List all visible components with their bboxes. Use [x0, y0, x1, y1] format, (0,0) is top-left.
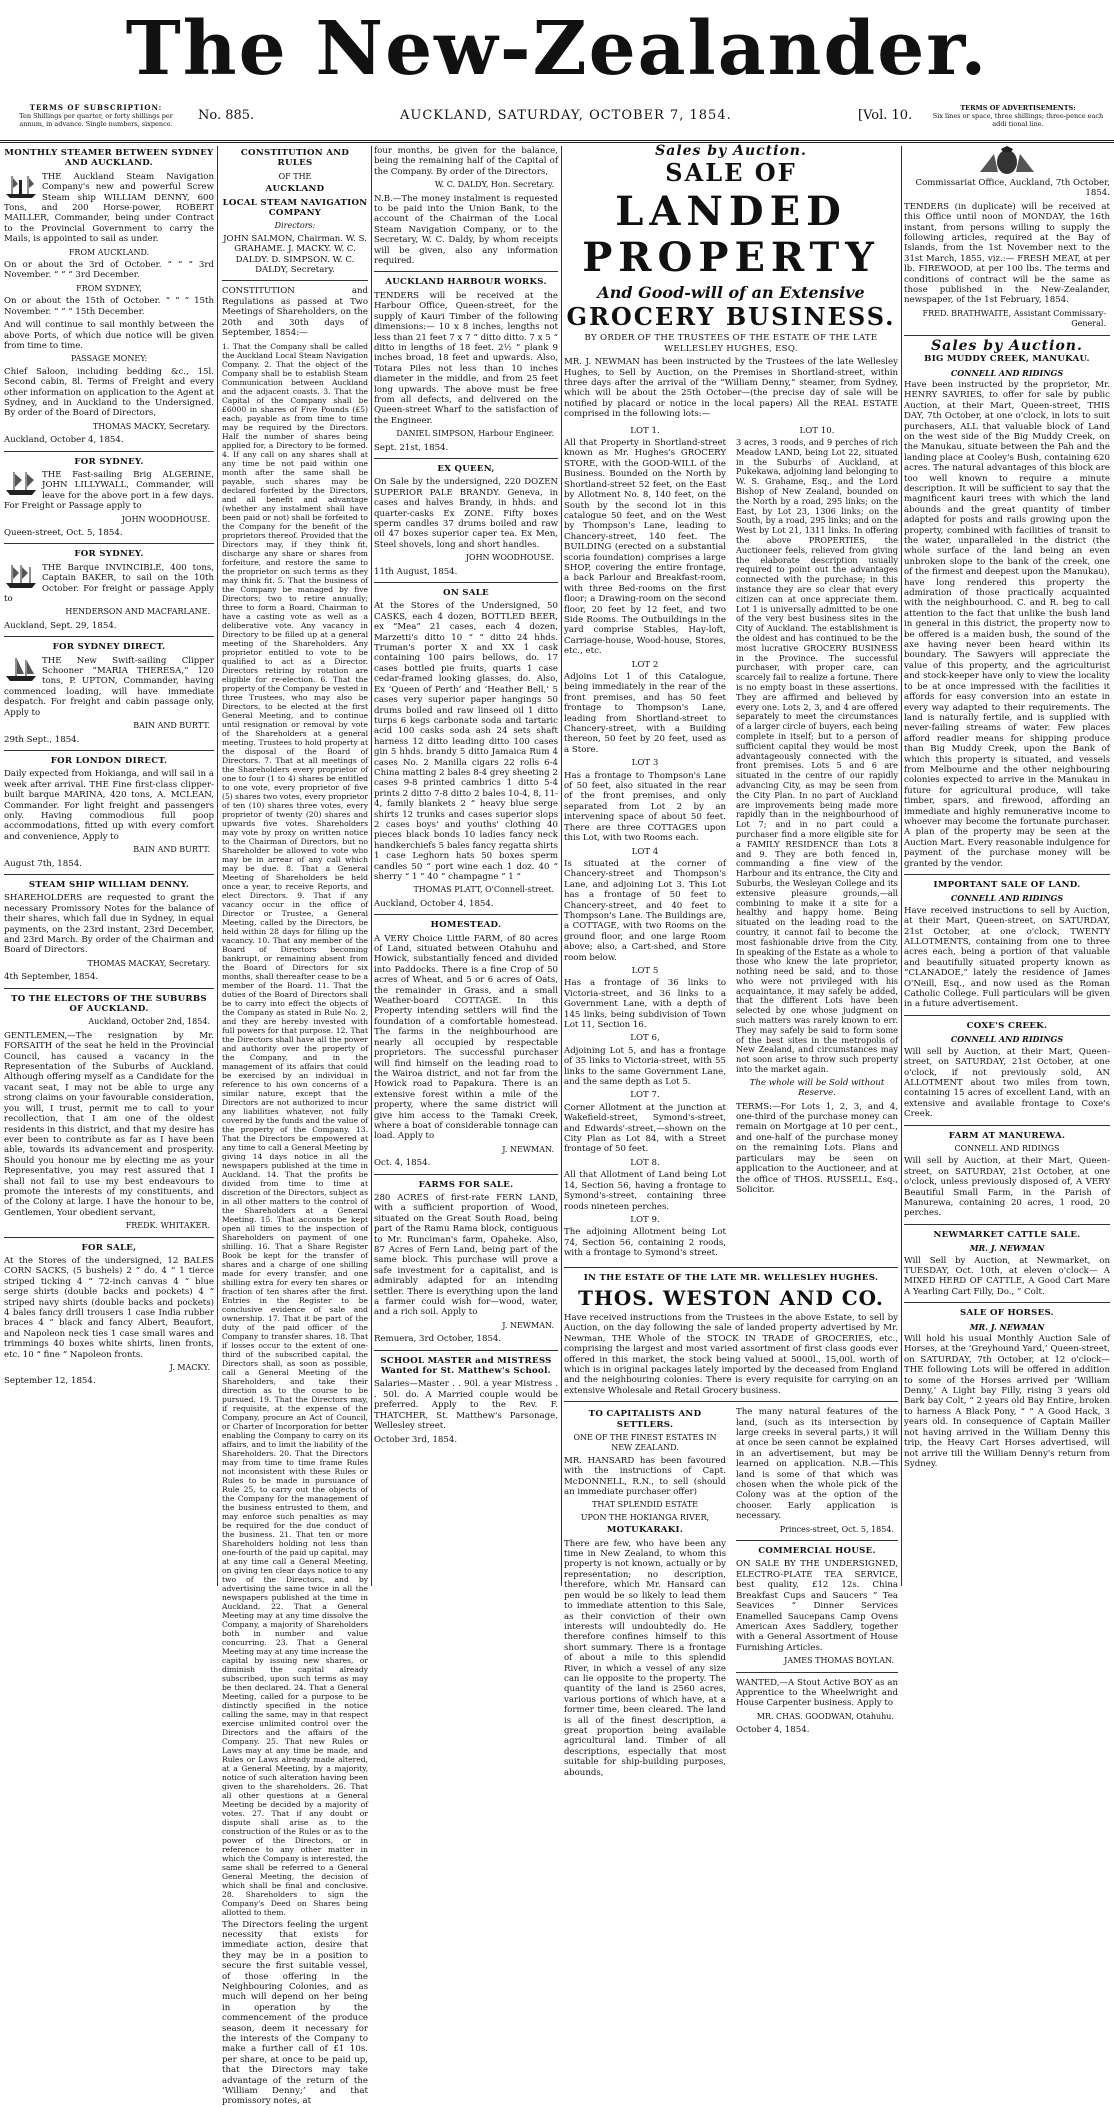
column-1: [4, 146, 214, 1586]
constitution-heading: CONSTITUTION AND RULES: [240, 148, 350, 169]
constitution-nb: N.B.—The money instalment is requested to be paid into the Union Bank, to the account of the Chairman of the Local Steam Navigation Company, or to the Secretary, W. C. Daldy, by whom receipts will be given, also any information required.: [374, 193, 558, 267]
sydney-dates: On or about the 15th of October. “ “ “ 15th November. “ “ “ 15th December.: [4, 296, 214, 317]
for-sydney-signature: JOHN WOODHOUSE.: [121, 514, 210, 524]
tenders-body: TENDERS (in duplicate) will be received at this Office until noon of MONDAY, the 16th instant, from persons willing to supply the following articles, required at the Bay of Islands, from the 1st November next to the 31st March, 1855, viz.:— FRESH MEAT, at per lb. FIREWOOD, at per 100 lbs. The terms and conditions of contract will be the same as those published in the New-Zealander, newspaper, of the 1st February, 1854.: [904, 201, 1110, 306]
column-4: [564, 143, 898, 1778]
ex-queen-heading: EX QUEEN,: [437, 463, 495, 474]
important-sale-auctioneer: CONNELL AND RIDINGS: [950, 893, 1064, 904]
divider: [222, 280, 368, 281]
homestead-heading: HOMESTEAD.: [430, 920, 502, 931]
london-direct-date: August 7th, 1854.: [4, 858, 82, 869]
coxes-creek-auctioneer: CONNELL AND RIDINGS: [950, 1034, 1064, 1045]
for-sale-body: At the Stores of the undersigned, 12 BALES CORN SACKS, (5 bushels) 2 “ do. 4 “ 1 tierce striped ticking 4 “ 72-inch canvas 4 “ blue serge shirts (double backs and pockets) 4 “ striped navy shirts (double backs and pockets) 4 bales fancy drill trousers 1 case India rubber braces 4 “ black and fancy Albert, Beaufort, and Napoleon neck ties 1 case small wares and trimmings 40 boxes white shirts, linen fronts, etc. 10 “ fine “ Napoleon fronts.: [4, 1255, 214, 1360]
wanted-signature: MR. CHAS. GOODWAN, Otahuhu.: [756, 1711, 894, 1721]
harbour-works-date: Sept. 21st, 1854.: [374, 442, 449, 453]
on-sale-heading: ON SALE: [443, 588, 489, 599]
trustees-heading: BY ORDER OF THE TRUSTEES OF THE ESTATE OF THE LATE WELLESLEY HUGHES, ESQ.: [584, 333, 878, 354]
masthead: [0, 0, 1114, 98]
sales-by-auction-heading-2: Sales by Auction.: [931, 337, 1083, 354]
capitalists-body-2: There are few, who have been any time in New Zealand, to whom this property is not known, actually or by representation; no description, therefore, which Mr. Hansard can pen would be so likely to lead them to immediate attention to this Sale, as their conviction of their own interests will undoubtedly do. He therefore confines himself to this short summary. There is a frontage of about a mile to this splendid River, in which a vessel of any size can lie opposite to the property. The quantity of the land is 2560 acres, various portions of which have, at a former time, been cleared. The land is all of the finest description, a great proportion being available agricultural land. Timber of all descriptions, especially that most suitable for ship-building purposes, abounds,: [564, 1538, 726, 1778]
column-rule: [901, 146, 902, 1586]
divider: [736, 1672, 898, 1673]
weston-heading: THOS. WESTON AND CO.: [578, 1285, 884, 1310]
on-sale-body: At the Stores of the Undersigned, 50 CASKS, each 4 dozen, BOTTLED BEER, ex “Mea” 21 cases, each 4 dozen, Marzetti's ditto 10 “ “ ditto 24 hhds. Truman's porter X and XX 1 cask containing 100 pairs bellows, do. 17 cases bottled pie fruits, quarts 1 case cedar-framed looking glasses, do. Also, Ex ‘Queen of Perth’ and ‘Heather Bell,’ 5 cases very superior paper hangings 50 drums boiled and raw linseed oil 1 ditto turps 6 kegs carbonate soda and tartaric acid 100 casks soda ash 24 sets shaft harness 12 ditto leading ditto 100 cases gin 5 hhds. brandy 5 ditto Jamaica Rum 4 cases No. 2 Manilla cigars 22 rolls 6-4 China matting 2 bales 8-4 grey sheeting 2 cases 9-8 printed cambrics 1 ditto 5-4 prints 2 ditto 7-8 ditto 2 bales 10-4, 8, 11-4, family blankets 2 “ heavy blue serge shirts 12 trunks and cases superior slops 2 cases boys' and youths' clothing 40 pieces black bonds 10 ladies fancy neck handkerchiefs 5 bales fancy regatta shirts 1 case Leghorn hats 50 boxes sperm candles 50 “ port wine each 1 doz. 40 “ sherry “ 1 “ 40 “ champagne “ 1 “: [374, 601, 558, 882]
divider: [4, 636, 214, 637]
lot-8-heading: LOT 8.: [630, 1157, 660, 1168]
column-rule: [371, 146, 372, 1586]
divider: [564, 1267, 898, 1268]
lot-9-body: The adjoining Allotment being Lot 74, Section 56, containing 2 roods, with a frontage to Symond's street.: [564, 1227, 726, 1259]
steamer-body: THE Auckland Steam Navigation Company's new and powerful Screw Steam ship WILLIAM DENNY, 600 Tons, and 200 Horse-power, ROBERT MAILLER, Commander, being under Contract to the Provincial Government to carry the Mails, is appointed to sail as under.: [4, 171, 214, 245]
divider: [374, 582, 558, 583]
coxes-creek-body: Will sell by Auction, at their Mart, Queen-street, on SATURDAY, 21st October, at one o'clock, if not previously sold, AN ALLOTMENT about two miles from town, containing 15 acres of excellent Land, with an extensive and available frontage to Coxe's Creek.: [904, 1046, 1110, 1120]
wanted-date: October 4, 1854.: [736, 1725, 810, 1736]
passage-money-heading: PASSAGE MONEY:: [70, 354, 148, 364]
homestead-body: A VERY Choice Little FARM, of 80 acres of Land, situated between Otahuhu and Howick, substantially fenced and divided into Paddocks. There is a fine Crop of 50 acres of Wheat, and 5 or 6 acres of Oats, the remainder in Grass, and a small Weather-board COTTAGE. In this Property intending settlers will find the foundation of a comfortable homestead. The farms in the neighbourhood are nearly all occupied by respectable proprietors. The successful purchaser will find himself on the leading road to the Wairoa district, and not far from the Howick road to Papakura. There is an extensive forest within a mile of the property, where the same district will give him access to the Tamaki Creek, where a boat of considerable tonnage can load. Apply to: [374, 933, 558, 1142]
column-rule: [217, 146, 218, 1586]
divider: [374, 271, 558, 272]
capitalists-body-1: MR. HANSARD has been favoured with the instructions of Capt. McDONNELL, R.N., to sell (should an immediate purchaser offer): [564, 1455, 726, 1498]
column-5: [904, 146, 1110, 1586]
divider: [736, 1540, 898, 1541]
electors-date: Auckland, October 2nd, 1854.: [88, 1017, 210, 1027]
important-sale-body: Have received instructions to sell by Auction, at their Mart, Queen-street, on SATURDAY, 21st October, at one o'clock, TWENTY ALLOTMENTS, containing from one to three acres each, being a portion of that valuable and beautifully situated property known as “CLANADOE,” lately the residence of James O'Neill, Esq., and now used as the Roman Catholic College. Full particulars will be given in a future advertisement.: [904, 905, 1110, 1010]
harbour-works-signature: DANIEL SIMPSON, Harbour Engineer.: [396, 429, 554, 439]
divider: [904, 1125, 1110, 1126]
lot-4-heading: LOT 4: [631, 846, 659, 857]
school-date: October 3rd, 1854.: [374, 1434, 458, 1445]
sales-by-auction-heading: Sales by Auction.: [655, 143, 807, 159]
electors-body: GENTLEMEN,—The resignation by Mr. FORSAITH of the seat he held in the Provincial Council, has caused a vacancy in the Representation of the Suburbs of Auckland. Although offering myself as a Candidate for the vacant seat, I may not be able to urge any strong claims on your favourable consideration, you will, I trust, permit me to call to your recollection, that I am one of the oldest residents in this district, and that my desire has ever been to contribute as far as I have been able, towards its advancement and prosperity. Should you honour me by electing me as your Representative, you may rest assured that I shall not fail to use my best endeavours to promote the interests of my constituents, and of the Colony at large. I have the honour to be, Gentlemen, Your obedient servant,: [4, 1030, 214, 1218]
capitalists-body-3: The many natural features of the land, (such as its intersection by large creeks in several parts,) it will at once be seen cannot be explained in an advertisement, but may be learned on application. N.B.—This land is some of that which was chosen when the whole pick of the Colony was at the option of the chooser. Early application is necessary.: [736, 1407, 898, 1522]
manurewa-body: Will sell by Auction, at their Mart, Queen-street, on SATURDAY, 21st October, at one o'clock, unless previously disposed of, A VERY Beautiful Small Farm, in the Parish of Manurewa, containing 20 acres, 1 rood, 20 perches.: [904, 1156, 1110, 1219]
homestead-date: Oct. 4, 1854.: [374, 1158, 431, 1169]
lots-left: [564, 423, 726, 1262]
harbour-works-heading: AUCKLAND HARBOUR WORKS.: [385, 277, 547, 288]
divider: [904, 335, 1110, 336]
coxes-creek-heading: COXE'S CREEK.: [966, 1020, 1048, 1031]
lot-2-body: Adjoins Lot 1 of this Catalogue, being immediately in the rear of the front premises, and has 50 feet frontage to Thompson's Lane, leading from Shortland-street to Chancery-street, with a Building thereon, 50 feet by 20 feet, used as a Store.: [564, 672, 726, 755]
farms-date: Remuera, 3rd October, 1854.: [374, 1334, 502, 1345]
passage-date: Auckland, October 4, 1854.: [4, 435, 124, 446]
big-muddy-body: Have been instructed by the proprietor, Mr. HENRY SAVRIES, to offer for sale by public Auction, at their Mart, Queen-street, THIS DAY, 7th October, at one o'clock, in lots to suit purchasers, ALL that valuable block of Land on the west side of the Big Muddy Creek, on the Manukau, situate between the Pah and the landing place at Cooley's Bush, containing 620 acres. The natural advantages of this block are too well known to require a minute description. It will be sufficient to say that the magnificent kauri trees with which the land abounds and the great quantity of timber adapted for posts and rails growing upon the property, combined with facilities of transit to the water, unparalleled in the district (the whole surface of the land being an even unbroken slope to the bank of the creek, one of the firmest and deepest upon the Manukau), have long rendered this property the admiration of those practically acquainted with the neighbourhood. C. and R. beg to call attention to the fact that unlike the bush land in general in this district, the property now to be offered is a maiden bush, the sound of the axe having never been heard within its boundary. The Sawyers will appreciate the value of this property, and the agriculturist and stock-keeper have only to view the locality to be at once impressed with the facilities it affords for easy conversion into an estate in every way adapted to their requirements. The land is naturally fertile, and is supplied with never-failing streams of water. Few places afford readier means for shipping produce than Big Muddy Creek, upon the Bank of which this property is situated, and vessels from Melbourne and the other neighbouring colonies expected to arrive in the Manukau in future for agricultural produce, will take timber, spars, and firewood, affording an immediate and highly remunerative income to whoever may become the fortunate purchaser. A plan of the property may be seen at the Auction Mart. Every reasonable indulgence for payment of the purchase money will be granted by the vendor.: [904, 379, 1110, 869]
sydney-direct-body: THE New Swift-sailing Clipper Schooner “MARIA THERESA,” 120 tons, P. UPTON, Commander, having commenced loading, will have immediate despatch. For freight and cabin passage only, Apply to: [4, 655, 214, 718]
sydney-direct-date: 29th Sept., 1854.: [4, 734, 80, 745]
sydney-direct-heading: FOR SYDNEY DIRECT.: [52, 642, 166, 653]
commercial-house-heading: COMMERCIAL HOUSE.: [758, 1546, 876, 1557]
on-sale-signature: THOMAS PLATT, O'Connell-street.: [413, 885, 554, 895]
constitution-signature: W. C. DALDY, Hon. Secretary.: [434, 180, 554, 190]
steam-ship-date: 4th September, 1854.: [4, 972, 99, 983]
divider: [374, 458, 558, 459]
schooner-icon: [4, 656, 38, 684]
column-rule: [561, 146, 562, 1586]
passage-money-body: Chief Saloon, including bedding &c., 15l. Second cabin, 8l. Terms of Freight and every other information on application to the Agent at Sydney, and in Auckland to the Undersigned. By order of the Board of Directors,: [4, 366, 214, 419]
weston-body: Have received instructions from the Trustees in the above Estate, to sell by Auction, on the day following the sale of landed property advertised by Mr. Newman, THE Whole of the STOCK IN TRADE of GROCERIES, etc., comprising the largest and most varied assortment of first class goods ever offered in this market, the stock being valued at 5000l., 15,00l. worth of which is in original packages lately imported by the deceased from England and the neighbouring colonies. There is every requisite for carrying on an extensive Wholesale and Retail Grocery business.: [564, 1312, 898, 1396]
constitution-closing: The Directors feeling the urgent necessity that exists for immediate action, desire that they may be in a position to secure the first suitable vessel, of those offering in the Neighbouring Colonies, and as much will depend on her being in operation by the commencement of the produce season, deem it necessary for the interests of the Company to make a further call of £1 10s. per share, at once to be paid up, that the Directors may take advantage of the return of the ‘William Denny;’ and that promissory notes, at: [222, 1919, 368, 2107]
for-sale-heading: FOR SALE,: [81, 1242, 137, 1253]
commercial-column: [736, 1407, 898, 1781]
london-direct-heading: FOR LONDON DIRECT.: [50, 755, 168, 766]
divider: [904, 1302, 1110, 1303]
divider: [4, 874, 214, 875]
commercial-house-body: ON SALE BY THE UNDERSIGNED, ELECTRO-PLATE TEA SERVICE, best quality, £12 12s. China Breakfast Cups and Saucers “ Tea Seavices “ Dinner Services Enamelled Saucepans Camp Ovens American Axes Saddlery, together with a General Assortment of House Furnishing Articles.: [736, 1559, 898, 1653]
divider: [564, 1401, 898, 1402]
advertisement-terms: [928, 104, 1108, 128]
london-direct-signature: BAIN AND BURTT.: [133, 845, 210, 855]
directors-heading: Directors:: [274, 221, 316, 231]
sale-of-heading: SALE OF: [665, 158, 797, 188]
cattle-sale-heading: NEWMARKET CATTLE SALE.: [933, 1229, 1081, 1240]
for-sale-signature: J. MACKY.: [169, 1363, 210, 1373]
column-2: [222, 146, 369, 2107]
horses-sale-auctioneer: MR. J. NEWMAN: [969, 1321, 1045, 1332]
company-name: LOCAL STEAM NAVIGATION COMPANY: [222, 197, 368, 219]
subscription-terms-text: Ten Shillings per quarter, or forty shillings per annum, in advance. Single numbers, sixpence.: [19, 112, 173, 128]
auckland-dates: On or about the 3rd of October. “ “ “ 3rd November. “ “ “ 3rd December.: [4, 260, 214, 281]
for-sydney-body: THE Fast-sailing Brig ALGERINE, JOHN LILLYWALL, Commander, will leave for the above port in a few days. For Freight or Passage apply to: [4, 469, 214, 512]
lot-2-heading: LOT 2: [631, 659, 659, 670]
constitution-continued: four months, be given for the balance, being the remaining half of the Capital of the Company. By order of the Directors,: [374, 146, 558, 177]
hokianga-river-text: UPON THE HOKIANGA RIVER,: [580, 1512, 710, 1522]
auckland-heading: AUCKLAND: [265, 184, 325, 195]
school-body: Salaries—Master . . 90l. a year Mistress . . 50l. do. A Married couple would be preferred. Apply to the Rev. F. THATCHER, St. Matthew's Parsonage, Wellesley street.: [374, 1379, 558, 1432]
lot-9-heading: LOT 9.: [630, 1214, 660, 1225]
for-sydney-date: Queen-street, Oct. 5, 1854.: [4, 528, 123, 538]
steamship-icon: [4, 172, 38, 200]
passage-signature: THOMAS MACKY, Secretary.: [92, 421, 210, 431]
for-sydney-2-heading: FOR SYDNEY.: [74, 549, 144, 560]
steam-ship-heading: STEAM SHIP WILLIAM DENNY.: [28, 879, 190, 890]
lots-right: [736, 423, 898, 1262]
lot-6-heading: LOT 6,: [630, 1033, 660, 1044]
from-sydney-heading: FROM SYDNEY,: [76, 283, 142, 293]
terms-text: TERMS:—For Lots 1, 2, 3, and 4, one-third of the purchase money can remain on Mortgage at 10 per cent., and one-half of the purchase money on the remaining Lots. Plans and particulars may be seen on application to the Auctioneer, and at the office of THOS. RUSSELL, Esq., Solicitor.: [736, 1101, 898, 1195]
school-heading: SCHOOL MASTER and MISTRESS Wanted for St. Matthew's School.: [380, 1355, 552, 1377]
manurewa-auctioneer: CONNELL AND RIDINGS: [954, 1143, 1060, 1153]
cattle-sale-body: Will Sell by Auction, at Newmarket, on TUESDAY, Oct. 10th, at eleven o'clock— A MIXED HERD OF CATTLE, A Good Cart Mare A Yearling Cart Filly, Do., “ Colt.: [904, 1255, 1110, 1297]
divider: [904, 874, 1110, 875]
divider: [374, 914, 558, 915]
farms-body: 280 ACRES of first-rate FERN LAND, with a sufficient proportion of Wood, situated on the Great South Road, being part of the Ramu Rama block, contiguous to Mr. Runciman's farm, Opaheke. Also, 87 Acres of Fern Land, being part of the same block. This purchase will prove a safe investment for a capitalist, and is admirably adapted for an intending settler. There is everything upon the land a farmer could wish for—wood, water, and a rich soil. Apply to: [374, 1192, 558, 1318]
constitution-intro: CONSTITUTION and Regulations as passed at Two Meetings of Shareholders, on the 20th and 30th days of September, 1854:—: [222, 286, 368, 339]
lot-7-heading: LOT 7.: [630, 1090, 660, 1101]
for-sydney-2-date: Auckland, Sept. 29, 1854.: [4, 620, 117, 631]
landed-property-heading: LANDED PROPERTY: [582, 188, 880, 282]
splendid-estate-text: THAT SPLENDID ESTATE: [592, 1500, 698, 1510]
manurewa-heading: FARM AT MANUREWA.: [948, 1130, 1066, 1141]
lot-3-body: Has a frontage to Thompson's Lane of 50 feet, also situated in the rear of the front premises, and only separated from Lot 2 by an intervening space of about 50 feet. There are three COTTAGES upon this Lot, with two Rooms each.: [564, 770, 726, 844]
ex-queen-date: 11th August, 1854.: [374, 566, 458, 577]
constitution-rules: 1. That the Company shall be called the Auckland Local Steam Navigation Company. 2. That the object of the Company shall be to establish Steam Communication between Auckland and the adjacent coasts. 3. That the Capital of the Company shall be £6000 in shares of Five Pounds (£5) each, payable as from time to time may be required by the Directors. Half the number of shares being applied for, a Directory to be formed. 4. If any call on any shares shall at any time be not paid within one month after the same shall be payable, such shares may be declared forfeited by the Directors, and all benefit and advantage (whether any instalment shall have been paid or not) shall be forfeited to the Company for the benefit of the proprietors thereof. Provided that the Directors may, if they think fit, discharge any share or shares from forfeiture, and restore the same to the proprietor on such terms as they may think fit. 5. That the business of the Company be managed by five Directors; two to retire annually; three to form a Board. Chairman to have a casting vote as well as a deliberative vote. Any vacancy in Directory to be filled up at a general meeting of the Shareholders. Any proprietor entitled to vote to be qualified to act as a Director. Directors retiring by rotation are eligible for re-election. 6. That the property of the Company be vested in three Trustees, who may also be Directors, to be elected at the first General Meeting, and to continue until resignation or removal by vote of the Shareholders at a general meeting. Trustees to hold property at the disposal of the Board of Directors. 7. That at all meetings of the Shareholders every proprietor of one to four (1 to 4) shares be entitled to one vote, every proprietor of five (5) shares two votes, every proprietor of ten (10) shares three votes, every proprietor of twenty (20) shares and upwards five votes. Shareholders may vote by proxy on written notice to the Chairman of Directors, but no Shareholder be allowed to vote who may be in arrear of any call which may be due. 8. That a General Meeting of Shareholders be held once a year, to receive Reports, and elect Directors. 9. That if any vacancy occur in the office of Director or Trustee, a General Meeting, called by the Directors, be held within 28 days for filling up the vacancy. 10. That any member of the Board of Directors becoming bankrupt, or remaining absent from the Board of Directors for six months, shall thereafter cease to be a member of the Board. 11. That the duties of the Board of Directors shall be to carry into effect the objects of the Company as stated in Rule No. 2, and they are hereby invested with full powers for that purpose. 12. That the Directors shall have all the power and authority over the property of the Company, and in the management of its affairs that could be exercised by an individual in reference to his own concerns of a similar nature, except that the Directors are not authorized to incur any liabilities whatever, not fully covered by the funds and the value of the property of the Company. 13. That the Directors be empowered at any time to call a General Meeting by giving 14 days notice in all the newspapers published at the time in Auckland. 14. That the profits be divided from time to time at discretion of the Directors, subject as in all other matters to the control of the Shareholders at a General Meeting. 15. That accounts be kept open all times to the inspection of Shareholders on payment of one shilling. 16. That a Share Register Book be kept for the transfer of shares and a charge of one shilling made for every transfer, and one shilling extra for every ten shares or fraction of ten shares after the first. Entries in the Register to be conclusive evidence of sale and ownership. 17. That it be part of the duty of the paid officer of the Company to transfer shares. 18. That if losses occur to the extent of one-third of the subscribed capital, the Directors shall, as soon as possible, call a General Meeting of the Shareholders, and take their direction as to the course to be pursued. 19. That the Directors may, if requisite, at the expense of the Company, procure an Act of Council, or Charter of Incorporation for better enabling the Company to carry on its affairs, and to limit the liability of the Shareholders. 20. That the Directors may from time to time frame Rules not inconsistent with these Rules or Rules to be made in pursuance of Rule 25, to carry out the objects of the Company for the management of the business entrusted to them, and may enforce such penalties as may be required for the due conduct of the business. 21. That ten or more Shareholders holding not less than one-fourth of the paid up capital, may at any time call a General Meeting, on giving ten clear days notice to any two of the Directors, and by advertising the same twice in all the newspapers published at the time in Auckland. 22. That a General Meeting may at any time dissolve the Company, a majority of Shareholders both in number and value concurring. 23. That a General Meeting may at any time increase the capital by issuing new shares, or diminish the capital already subscribed, upon such terms as may be then declared. 24. That a General Meeting, called for a purpose to be distinctly specified in the notice calling the same, may in that respect exercise unlimited control over the Directors and the affairs of the Company. 25. That new Rules or Laws may at any time be made, and Rules or Laws already made altered, at a General Meeting, by a majority, notice of such alteration having been given to the shareholders. 26. That all other questions at a General Meeting be decided by a majority of votes. 27. That if any doubt or dispute shall arise as to the construction of the Rules or as to the power of the Directors, or in reference to any other matter in which the Company is interested, the same shall be referred to a General General Meeting, the decision of which shall be final and conclusive. 28. Shareholders to sign the Company's Deed on Shares being allotted to them.: [222, 341, 369, 1917]
ex-queen-signature: JOHN WOODHOUSE.: [465, 553, 554, 563]
divider: [904, 1224, 1110, 1225]
lot-1-body: All that Property in Shortland-street known as Mr. Hughes's GROCERY STORE, with the GOOD-WILL of the Business. Bounded on the North by Shortland-street 52 feet, on the East by Allotment No. 8, 140 feet, on the South by the second lot in this catalogue 50 feet, and on the West by Thompson's Lane, leading to Chancery-street, 140 feet. The BUILDING (erected on a substantial scoria foundation) comprises a large SHOP, covering the entire frontage, a back Parlour and Breakfast-room, with three Bed-rooms on the first floor; a Drawing-room on the second floor, 20 feet by 12 feet, and two Side Rooms. The Outbuildings in the yard comprise Stables, Hay-loft, Carriage-house, Wood-house, Stores, etc., etc.: [564, 438, 726, 657]
lot-10-body: 3 acres, 3 roods, and 9 perches of rich Meadow LAND, being Lot 22, situated in the Suburbs of Auckland, at Pukekawa, adjoining land belonging to W. S. Grahame, Esq., and the Lord Bishop of New Zealand, bounded on the North by a road, 295 links; on the East, by Lot 23, 1306 links; on the South, by a road, 295 links; and on the West by Lot 21, 1311 links. In offering the above PROPERTIES, the Auctioneer feels, relieved from giving the elaborate description usually required to point out the advantages connected with the purchase; in this instance they are so clear that every citizen can at once appreciate them. Lot 1 is universally admitted to be one of the very best business sites in the City of Auckland. The establishment is the oldest and has continued to be the most lucrative GROCERY BUSINESS in the Province. The successful purchaser, with proper care, can scarcely fail to realize a fortune. There is no empty boast in these assertions. They are affirmed and believed by every one. Lots 2, 3, and 4 are offered separately to meet the circumstances of a larger circle of buyers, each being complete in itself; but to a person of sufficient capital they would be most advantageously connected with the front premises. Lots 5 and 6 are situated in the centre of our rapidly advancing City, as may be seen from the City Plan. In no part of Auckland are improvements being made more rapidly than in the neighbourhood of Lot 7; and in no part could a purchaser find a more eligible site for a FAMILY RESIDENCE than Lots 8 and 9. They are both fenced in, commanding a fine view of the Harbour and its entrance, the City and Suburbs, the Wesleyan College and its extensive pleasure grounds,—all combining to make it a site for a healthy and happy home. Being situated on the leading road to the country, it cannot fail to become the most fashionable drive from the City. In speaking of the Estate as a whole to those who knew the late proprietor, nothing need be said, and to those who were not privileged with his acquaintance, it may safely be added, that the different Lots have been selected by one whose judgment on such matters was rarely known to err. They may safely be said to form some of the best sites in the metropolis of New Zealand, and circumstances may not soon arise to throw such property into the market again.: [736, 437, 898, 1075]
tenders-signature: FRED. BRATHWAITE, Assistant Commissary-General.: [922, 308, 1106, 329]
newspaper-title: The New-Zealander.: [125, 6, 989, 92]
from-auckland-heading: FROM AUCKLAND.: [68, 247, 150, 257]
wanted-body: WANTED,—A Stout Active BOY as an Apprentice to the Wheelwright and House Carpenter business. Apply to: [736, 1677, 898, 1709]
brig-icon: [4, 470, 38, 498]
electors-heading: TO THE ELECTORS OF THE SUBURBS OF AUCKLAND.: [11, 993, 207, 1015]
motukaraki-heading: MOTUKARAKI.: [606, 1525, 684, 1536]
dateline: [0, 100, 1114, 143]
column-3: [374, 146, 558, 1586]
divider: [4, 451, 214, 452]
farms-signature: J. NEWMAN.: [502, 1320, 554, 1330]
horses-sale-body: Will hold his usual Monthly Auction Sale of Horses, at the ‘Greyhound Yard,’ Queen-street, on SATURDAY, 7th October, at 12 o'clock— THE following Lots will be offered in addition to some of the Horses arrived per ‘William Denny,’ A Light bay Filly, rising 3 years old Bark bay Colt, “ 2 years old Bay Entire, broken to harness A Black Pony, “ “ A Good Hack, 3 years old. In consequence of Captain Mailler not having arrived in the William Denny this trip, the Heavy Cart Horses advertised, will not arrive till the William Denny's return from Sydney.: [904, 1334, 1110, 1469]
harbour-works-body: TENDERS will be received at the Harbour Office, Queen-street, for the supply of Kauri Timber of the following dimensions:— 10 x 8 inches, lengths not less than 21 feet 7 x 7 “ ditto ditto. 7 x 5 “ ditto in lengths of 18 feet. 2½ “ plank 9 inches broad, 18 feet and upwards. Also, Totara Piles not less than 10 inches diameter in the middle, and from 25 feet long upwards. The above must be free from all defects, and delivered on the Queen-street Wharf to the satisfaction of the Engineer.: [374, 290, 558, 426]
sydney-direct-signature: BAIN AND BURTT.: [133, 721, 210, 731]
commissariat-office: Commissariat Office, Auckland, 7th October, 1854.: [915, 178, 1110, 199]
divider: [904, 1015, 1110, 1016]
capitalists-column: [564, 1407, 726, 1781]
lot-6-body: Adjoining Lot 5, and has a frontage of 35 links to Victoria-street, with 55 links to the same Government Lane, and the same depth as Lot 5.: [564, 1045, 726, 1088]
bottom-columns: [564, 1407, 898, 1781]
barque-icon: [4, 563, 38, 591]
ex-queen-body: On Sale by the undersigned, 220 DOZEN SUPERIOR PALE BRANDY. Geneva, in cases and halves Brandy, in hhds. and quarter-casks Ex ZONE. Fifty boxes sperm candles 37 drums boiled and raw oil 47 boxes superior caper tea. Ex Men, Steel shovels, long and short handles.: [374, 477, 558, 550]
capitalists-heading: TO CAPITALISTS AND SETTLERS.: [588, 1409, 702, 1430]
auction-intro: MR. J. NEWMAN has been instructed by the Trustees of the late Wellesley Hughes, to Sell by Auction, on the Premises in Shortland-street, within three days after the arrival of the “William Denny,” steamer, from Sydney, which will be about the 25th October—(the precise day of sale will be notified by placard or notice in the local papers) All the REAL ESTATE comprised in the following lots:—: [564, 357, 898, 420]
without-reserve-text: The whole will be Sold without Reserve.: [749, 1077, 885, 1099]
big-muddy-auctioneer: CONNELL AND RIDINGS: [950, 367, 1064, 378]
place-date: AUCKLAND, SATURDAY, OCTOBER 7, 1854.: [400, 108, 732, 123]
advertisement-terms-text: Six lines or space, three shillings; three-pence each addi tional line.: [932, 112, 1104, 128]
subscription-terms: [6, 104, 186, 128]
estate-heading: IN THE ESTATE OF THE LATE MR. WELLESLEY HUGHES.: [583, 1272, 879, 1283]
divider: [4, 750, 214, 751]
subscription-terms-heading: TERMS OF SUBSCRIPTION:: [29, 103, 163, 112]
for-sydney-heading: FOR SYDNEY.: [74, 456, 144, 467]
for-sydney-2-body: THE Barque INVINCIBLE, 400 tons, Captain BAKER, to sail on the 10th October. For freight or passage Apply to: [4, 562, 214, 605]
directors-list: JOHN SALMON, Chairman. W. S. GRAHAME. J. MACKY. W. C. DALDY. D. SIMPSON. W. C. DALDY, Secretary.: [223, 233, 367, 276]
lot-1-heading: LOT 1.: [630, 425, 660, 436]
divider: [4, 1237, 214, 1238]
lot-7-body: Corner Allotment at the junction at Wakefield-street, Symond's-street, and Edwards'-street,—shown on the City Plan as Lot 84, with a Street frontage of 50 feet.: [564, 1102, 726, 1155]
lot-5-heading: LOT 5: [631, 965, 659, 976]
cattle-sale-auctioneer: MR. J. NEWMAN: [969, 1243, 1045, 1254]
capitalists-subheading: ONE OF THE FINEST ESTATES IN NEW ZEALAND.: [573, 1433, 717, 1453]
steam-ship-body: SHAREHOLDERS are requested to grant the necessary Promissory Notes for the balance of their shares, which fall due in Sydney, in equal payments, on the 23rd instant, 23rd December, and 23rd March. By order of the Chairman and Board of Directors.: [4, 893, 214, 956]
divider: [374, 1174, 558, 1175]
steamer-heading: MONTHLY STEAMER BETWEEN SYDNEY AND AUCKLAND.: [4, 148, 214, 169]
divider: [374, 1350, 558, 1351]
homestead-signature: J. NEWMAN.: [502, 1144, 554, 1154]
lot-5-body: Has a frontage of 36 links to Victoria-street, and 36 links to a Government Lane, with a depth of 145 links, being subdivision of Town Lot 11, Section 16.: [564, 978, 726, 1030]
divider: [4, 543, 214, 544]
on-sale-date: Auckland, October 4, 1854.: [374, 898, 494, 909]
divider: [4, 988, 214, 989]
lot-4-body: Is situated at the corner of Chancery-street and Thompson's Lane, and adjoining Lot 3. This Lot has a frontage of 50 feet to Chancery-street, and 40 feet to Thompson's Lane. The Buildings are, a COTTAGE, with two Rooms on the ground floor, and one large Room above; also, a Cart-shed, and Store room below.: [564, 858, 726, 963]
grocery-business-heading: GROCERY BUSINESS.: [566, 302, 896, 332]
continue-text: And will continue to sail monthly between the above Ports, of which due notice will be given from time to time.: [4, 320, 214, 351]
steam-ship-signature: THOMAS MACKAY, Secretary.: [87, 958, 210, 968]
for-sydney-2-signature: HENDERSON AND MACFARLANE.: [65, 607, 210, 617]
lots-columns: [564, 423, 898, 1262]
volume-number: [Vol. 10.: [858, 108, 913, 123]
advertisement-terms-heading: TERMS OF ADVERTISEMENTS:: [960, 104, 1076, 112]
royal-arms-icon: [972, 146, 1042, 176]
lot-10-heading: LOT 10.: [799, 425, 835, 436]
big-muddy-heading: BIG MUDDY CREEK, MANUKAU.: [924, 354, 1090, 365]
farms-heading: FARMS FOR SALE.: [418, 1179, 514, 1190]
horses-sale-heading: SALE OF HORSES.: [960, 1308, 1054, 1319]
goodwill-subheading: And Good-will of an Extensive: [597, 283, 865, 303]
commercial-house-signature: JAMES THOMAS BOYLAN.: [784, 1656, 894, 1666]
lot-3-heading: LOT 3: [631, 758, 659, 769]
lot-8-body: All that Allotment of Land being Lot 14, Section 56, having a frontage to Symond's-street, containing three roods nineteen perches.: [564, 1170, 726, 1212]
of-the-text: OF THE: [278, 171, 312, 181]
important-sale-heading: IMPORTANT SALE OF LAND.: [933, 880, 1081, 890]
for-sale-date: September 12, 1854.: [4, 1376, 96, 1387]
issue-number: No. 885.: [198, 108, 255, 123]
electors-signature: FREDK. WHITAKER.: [125, 1221, 210, 1231]
capitalists-date: Princes-street, Oct. 5, 1854.: [779, 1524, 894, 1534]
london-direct-body: Daily expected from Hokianga, and will sail in a week after arrival. THE Fine first-class clipper-built barque MARINA, 420 tons, A. MCLEAN, Commander. For light freight and passengers only. Having commodious full poop accommodations, fitted up with every comfort and convenience, Apply to: [4, 769, 214, 842]
